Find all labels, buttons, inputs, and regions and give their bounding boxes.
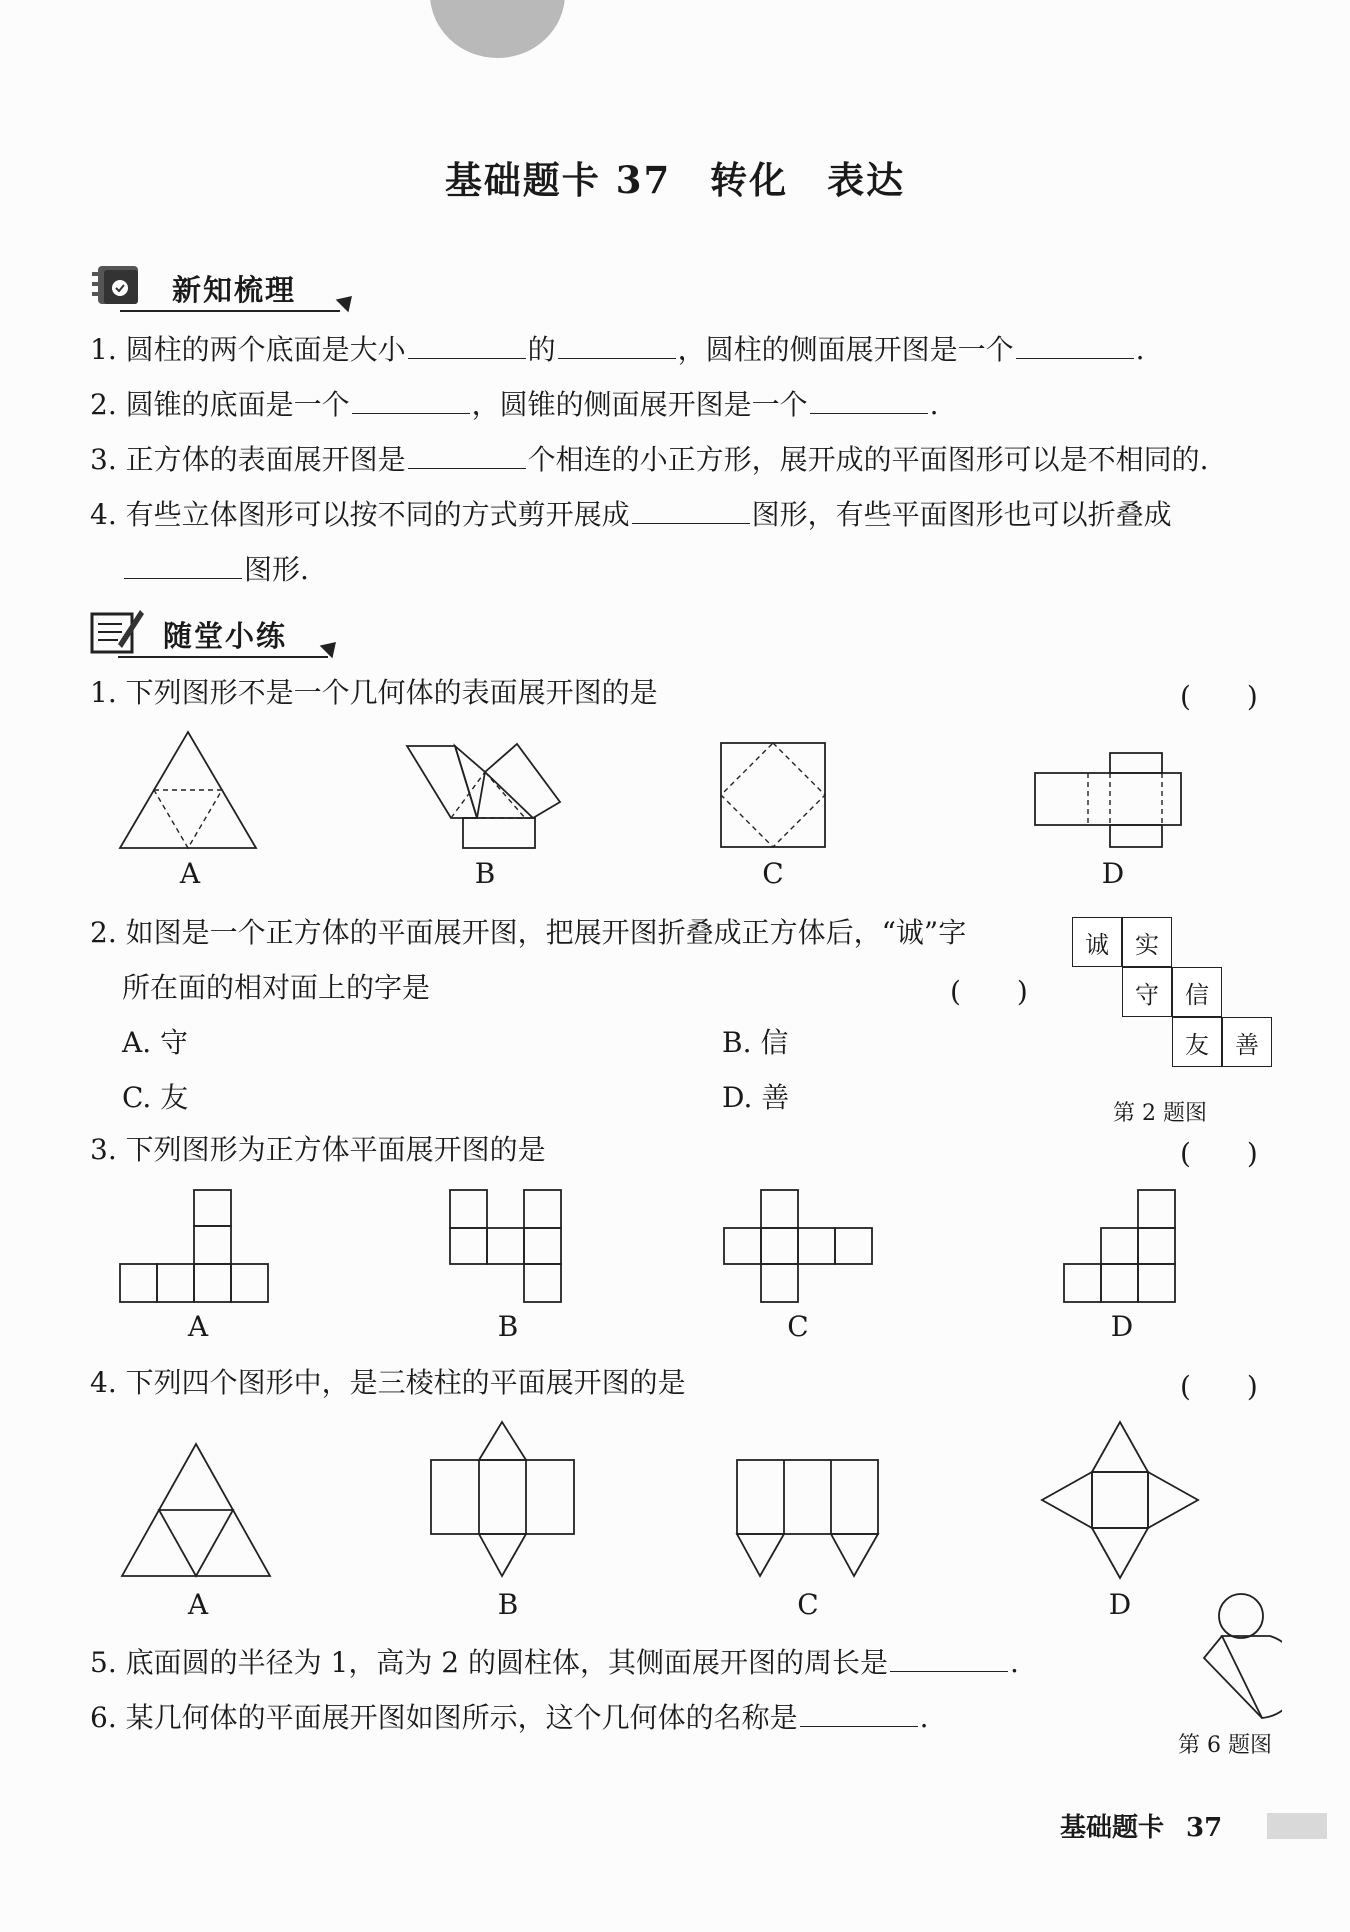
- option-label: C: [762, 857, 784, 890]
- question-2: 2. 如图是一个正方体的平面展开图，把展开图折叠成正方体后，“诚”字: [90, 916, 967, 949]
- answer-blank[interactable]: [1016, 332, 1134, 359]
- notebook-icon: [90, 258, 150, 312]
- answer-paren[interactable]: ( ): [950, 975, 1028, 1008]
- answer-paren[interactable]: ( ): [1180, 1370, 1258, 1403]
- option-label: D: [1101, 857, 1125, 890]
- q4-option-c-figure: [734, 1456, 884, 1582]
- text: 4. 有些立体图形可以按不同的方式剪开展成: [90, 498, 630, 531]
- option-label: B: [497, 1588, 519, 1621]
- section-underline: [120, 310, 340, 312]
- text: ，圆锥的侧面展开图是一个: [471, 388, 808, 421]
- option-label: C: [787, 1310, 809, 1343]
- net-cell: 守: [1122, 967, 1172, 1017]
- option-label: A: [187, 1588, 209, 1621]
- answer-blank[interactable]: [800, 1700, 918, 1727]
- page-number: 37: [1186, 1813, 1223, 1843]
- option-label: D: [1110, 1310, 1134, 1343]
- triangle-marker-icon: [320, 636, 343, 659]
- figure-caption: 第 2 题图: [1113, 1101, 1207, 1126]
- net-cell: 信: [1172, 967, 1222, 1017]
- q3-option-c-figure: [722, 1188, 878, 1308]
- knowledge-item-3: [90, 442, 1209, 478]
- section-header-new-knowledge: [90, 258, 360, 312]
- question-6: [90, 1700, 929, 1736]
- option-a[interactable]: A. 守: [122, 1026, 189, 1059]
- option-label: D: [1108, 1588, 1132, 1621]
- pencil-paper-icon: [88, 604, 148, 658]
- page-title: 基础题卡 37 转化 表达: [444, 158, 906, 202]
- section-header-practice: [88, 604, 348, 658]
- answer-blank[interactable]: [890, 1645, 1008, 1672]
- answer-blank[interactable]: [558, 332, 676, 359]
- option-c[interactable]: C. 友: [122, 1081, 189, 1114]
- triangle-marker-icon: [336, 290, 359, 313]
- option-b[interactable]: B. 信: [722, 1026, 789, 1059]
- footer-bar: [1267, 1813, 1327, 1839]
- option-label: B: [474, 857, 496, 890]
- q1-option-d-figure: [1032, 750, 1184, 852]
- section-underline: [118, 656, 328, 658]
- text: 2. 圆锥的底面是一个: [90, 388, 350, 421]
- footer-label: 基础题卡: [1060, 1813, 1165, 1843]
- q1-option-c-figure: [718, 740, 828, 850]
- text: 的: [527, 333, 556, 366]
- q3-option-a-figure: [118, 1188, 274, 1308]
- net-cell: 友: [1172, 1017, 1222, 1067]
- answer-blank[interactable]: [810, 387, 928, 414]
- q1-option-a-figure: [118, 728, 258, 852]
- q4-option-b-figure: [428, 1418, 578, 1582]
- knowledge-item-4-cont: [122, 552, 309, 588]
- knowledge-item-1: [90, 332, 1145, 368]
- q3-option-d-figure: [1062, 1188, 1182, 1308]
- question-2-cont: 所在面的相对面上的字是: [122, 971, 431, 1004]
- q4-option-a-figure: [118, 1440, 274, 1582]
- q1-option-b-figure: [405, 740, 565, 852]
- text: 图形.: [244, 553, 309, 586]
- answer-blank[interactable]: [408, 332, 526, 359]
- q4-option-d-figure: [1038, 1418, 1202, 1582]
- text: .: [1009, 1646, 1019, 1679]
- text: .: [919, 1701, 929, 1734]
- option-label: A: [179, 857, 201, 890]
- cone-net-figure: [1198, 1592, 1282, 1722]
- q3-option-b-figure: [448, 1188, 568, 1308]
- answer-blank[interactable]: [632, 497, 750, 524]
- section-label: 随堂小练: [163, 619, 288, 653]
- text: 个相连的小正方形，展开成的平面图形可以是不相同的.: [527, 443, 1209, 476]
- option-label: B: [497, 1310, 519, 1343]
- net-cell: 善: [1222, 1017, 1272, 1067]
- page-footer: [1060, 1807, 1222, 1844]
- question-3: 3. 下列图形为正方体平面展开图的是: [90, 1133, 546, 1166]
- question-1: 1. 下列图形不是一个几何体的表面展开图的是: [90, 676, 658, 709]
- text: ，圆柱的侧面展开图是一个: [677, 333, 1014, 366]
- text: 3. 正方体的表面展开图是: [90, 443, 406, 476]
- text: 5. 底面圆的半径为 1，高为 2 的圆柱体，其侧面展开图的周长是: [90, 1646, 888, 1679]
- net-cell: 实: [1122, 917, 1172, 967]
- figure-caption: 第 6 题图: [1178, 1733, 1272, 1758]
- text: 1. 圆柱的两个底面是大小: [90, 333, 406, 366]
- net-cell: 诚: [1072, 917, 1122, 967]
- answer-blank[interactable]: [124, 552, 242, 579]
- knowledge-item-4: [90, 497, 1172, 533]
- answer-blank[interactable]: [352, 387, 470, 414]
- text: 图形，有些平面图形也可以折叠成: [751, 498, 1172, 531]
- knowledge-item-2: [90, 387, 939, 423]
- top-decoration: [430, 0, 565, 58]
- option-label: C: [797, 1588, 819, 1621]
- answer-paren[interactable]: ( ): [1180, 1137, 1258, 1170]
- answer-blank[interactable]: [408, 442, 526, 469]
- question-5: [90, 1645, 1019, 1681]
- text: .: [929, 388, 939, 421]
- text: .: [1135, 333, 1145, 366]
- section-label: 新知梳理: [172, 273, 297, 307]
- option-label: A: [187, 1310, 209, 1343]
- answer-paren[interactable]: ( ): [1180, 680, 1258, 713]
- question-4: 4. 下列四个图形中，是三棱柱的平面展开图的是: [90, 1366, 686, 1399]
- text: 6. 某几何体的平面展开图如图所示，这个几何体的名称是: [90, 1701, 798, 1734]
- option-d[interactable]: D. 善: [722, 1081, 790, 1114]
